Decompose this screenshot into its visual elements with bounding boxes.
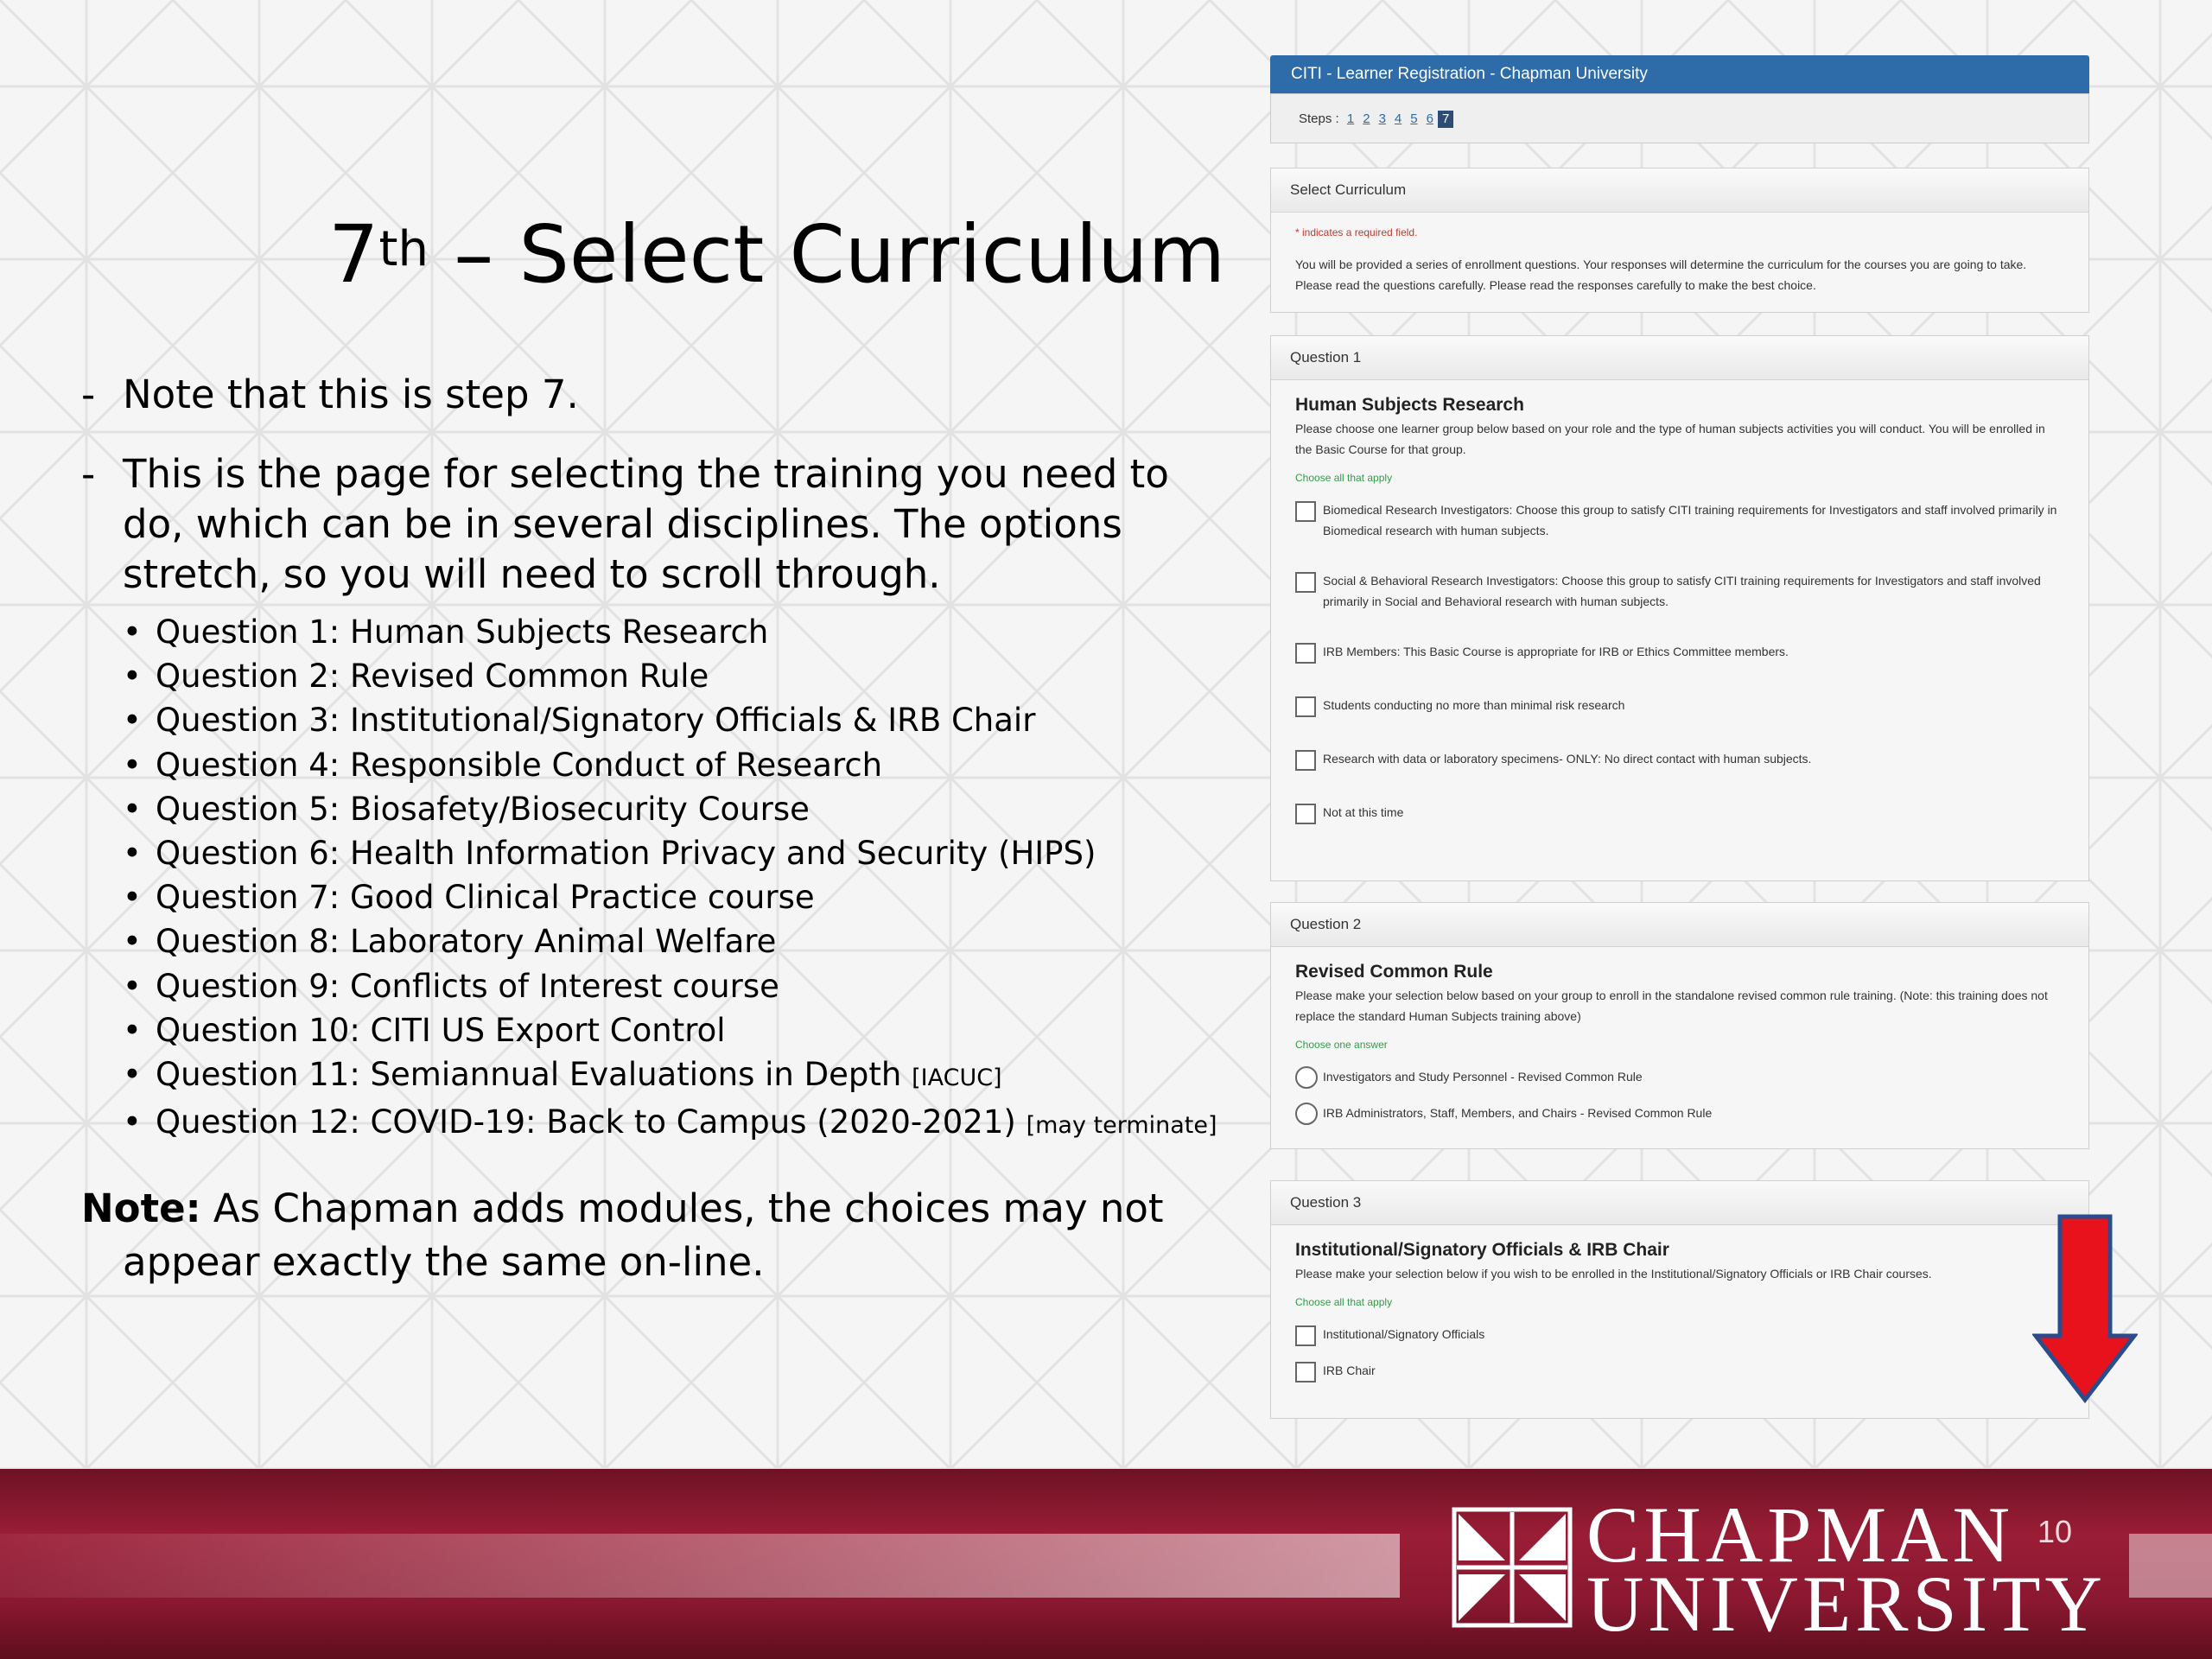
slide-note: Note: As Chapman adds modules, the choices may not appear exactly the same on-line. <box>81 1185 1164 1285</box>
list-item: • Question 8: Laboratory Animal Welfare <box>123 919 1222 963</box>
citi-registration-screenshot <box>1270 55 2089 1421</box>
iacuc-tag: [IACUC] <box>912 1065 1002 1092</box>
checkbox-option[interactable]: Students conducting no more than minimal risk research <box>1295 695 2064 719</box>
list-item: • Question 5: Biosafety/Biosecurity Course <box>123 787 1222 831</box>
checkbox[interactable] <box>1295 750 1316 771</box>
step-link-4[interactable]: 4 <box>1394 111 1402 126</box>
checkbox[interactable] <box>1295 804 1316 824</box>
radio-button[interactable] <box>1295 1066 1318 1089</box>
window-title-bar: CITI - Learner Registration - Chapman University <box>1270 55 2089 93</box>
question-1-panel <box>1270 335 2089 881</box>
checkbox-option[interactable]: Research with data or laboratory specimens- ONLY: No direct contact with human subjects. <box>1295 748 2064 772</box>
checkbox[interactable] <box>1295 1325 1316 1346</box>
current-step: 7 <box>1438 111 1453 128</box>
panel-header: Question 1 <box>1271 336 2088 380</box>
list-item: • Question 2: Revised Common Rule <box>123 654 1222 698</box>
intro-text: You will be provided a series of enrollment questions. Your responses will determine the curriculum for the courses you are going to take. Please read the questions carefully. Please read the responses carefully to make the best choice. <box>1295 257 2027 292</box>
slide-bullets <box>81 370 1222 1147</box>
dash-item-description: - This is the page for selecting the training you need to do, which can be in several disciplines. The options stretch, so you will need to scroll through. <box>81 451 1169 597</box>
terminate-tag: [may terminate] <box>1026 1112 1217 1140</box>
dash-item-step: - Note that this is step 7. <box>81 372 579 417</box>
checkbox-option[interactable]: IRB Members: This Basic Course is appropriate for IRB or Ethics Committee members. <box>1295 641 2064 665</box>
question-title: Revised Common Rule <box>1295 962 1493 982</box>
question-3-panel <box>1270 1180 2089 1419</box>
question-list <box>81 610 1222 1147</box>
list-item: • Question 10: CITI US Export Control <box>123 1008 1222 1052</box>
checkbox-option[interactable]: Not at this time <box>1295 802 2064 826</box>
university-wordmark: CHAPMAN UNIVERSITY <box>1586 1491 2107 1648</box>
list-item: • Question 3: Institutional/Signatory Officials & IRB Chair <box>123 698 1222 742</box>
arrow-down-icon <box>2032 1213 2138 1403</box>
question-title: Institutional/Signatory Officials & IRB Chair <box>1295 1240 1669 1260</box>
panel-header: Question 3 <box>1271 1181 2088 1225</box>
checkbox-option[interactable]: Biomedical Research Investigators: Choose this group to satisfy CITI training requirements for Investigators and staff involved primarily in Biomedical research with human subjects. <box>1295 499 2064 541</box>
question-2-panel <box>1270 902 2089 1149</box>
checkbox-option[interactable]: Institutional/Signatory Officials <box>1295 1324 2064 1348</box>
list-item: • Question 4: Responsible Conduct of Research <box>123 743 1222 787</box>
checkbox[interactable] <box>1295 696 1316 717</box>
radio-button[interactable] <box>1295 1103 1318 1125</box>
slide-title: 7th – Select Curriculum <box>328 208 1226 301</box>
list-item: • Question 6: Health Information Privacy and Security (HIPS) <box>123 831 1222 875</box>
step-link-6[interactable]: 6 <box>1426 111 1433 126</box>
step-link-1[interactable]: 1 <box>1346 111 1355 126</box>
list-item: • Question 12: COVID-19: Back to Campus (2020-2021) [may terminate] <box>123 1100 1222 1147</box>
list-item: • Question 9: Conflicts of Interest course <box>123 964 1222 1008</box>
checkbox[interactable] <box>1295 1362 1316 1382</box>
radio-option[interactable]: IRB Administrators, Staff, Members, and Chairs - Revised Common Rule <box>1295 1103 2064 1127</box>
question-desc: Please choose one learner group below based on your role and the type of human subjects activities you will conduct. You will be enrolled in the Basic Course for that group. <box>1295 422 2045 456</box>
checkbox-option[interactable]: IRB Chair <box>1295 1360 2064 1384</box>
checkbox[interactable] <box>1295 501 1316 522</box>
question-title: Human Subjects Research <box>1295 395 1524 415</box>
question-hint: Choose all that apply <box>1295 472 1393 484</box>
question-desc: Please make your selection below based on your group to enroll in the standalone revised common rule training. (Note: this training does not replace the standard Human Subjects training above) <box>1295 988 2048 1023</box>
steps-nav: Steps : 1 2 3 4 5 6 7 <box>1270 93 2089 143</box>
select-curriculum-panel <box>1270 168 2089 313</box>
footer-stripe-right <box>2129 1534 2212 1598</box>
question-desc: Please make your selection below if you wish to be enrolled in the Institutional/Signatory Officials or IRB Chair courses. <box>1295 1267 1932 1281</box>
list-item: • Question 1: Human Subjects Research <box>123 610 1222 654</box>
checkbox-option[interactable]: Social & Behavioral Research Investigators: Choose this group to satisfy CITI training requirements for Investigators and staff involved primarily in Social and Behavioral research with human subjects. <box>1295 570 2064 612</box>
step-link-5[interactable]: 5 <box>1410 111 1418 126</box>
list-item: • Question 7: Good Clinical Practice course <box>123 875 1222 919</box>
step-link-2[interactable]: 2 <box>1363 111 1370 126</box>
required-note: * indicates a required field. <box>1295 226 1418 238</box>
footer-stripe <box>0 1534 1400 1598</box>
checkbox[interactable] <box>1295 643 1316 664</box>
panel-header: Select Curriculum <box>1271 168 2088 213</box>
question-hint: Choose all that apply <box>1295 1296 1393 1308</box>
radio-option[interactable]: Investigators and Study Personnel - Revised Common Rule <box>1295 1066 2064 1090</box>
question-hint: Choose one answer <box>1295 1039 1388 1051</box>
checkbox[interactable] <box>1295 572 1316 593</box>
step-link-3[interactable]: 3 <box>1378 111 1386 126</box>
panel-header: Question 2 <box>1271 903 2088 947</box>
chapman-logo-icon <box>1452 1507 1573 1628</box>
list-item: • Question 11: Semiannual Evaluations in Depth [IACUC] <box>123 1052 1222 1100</box>
page-number: 10 <box>2037 1514 2073 1549</box>
